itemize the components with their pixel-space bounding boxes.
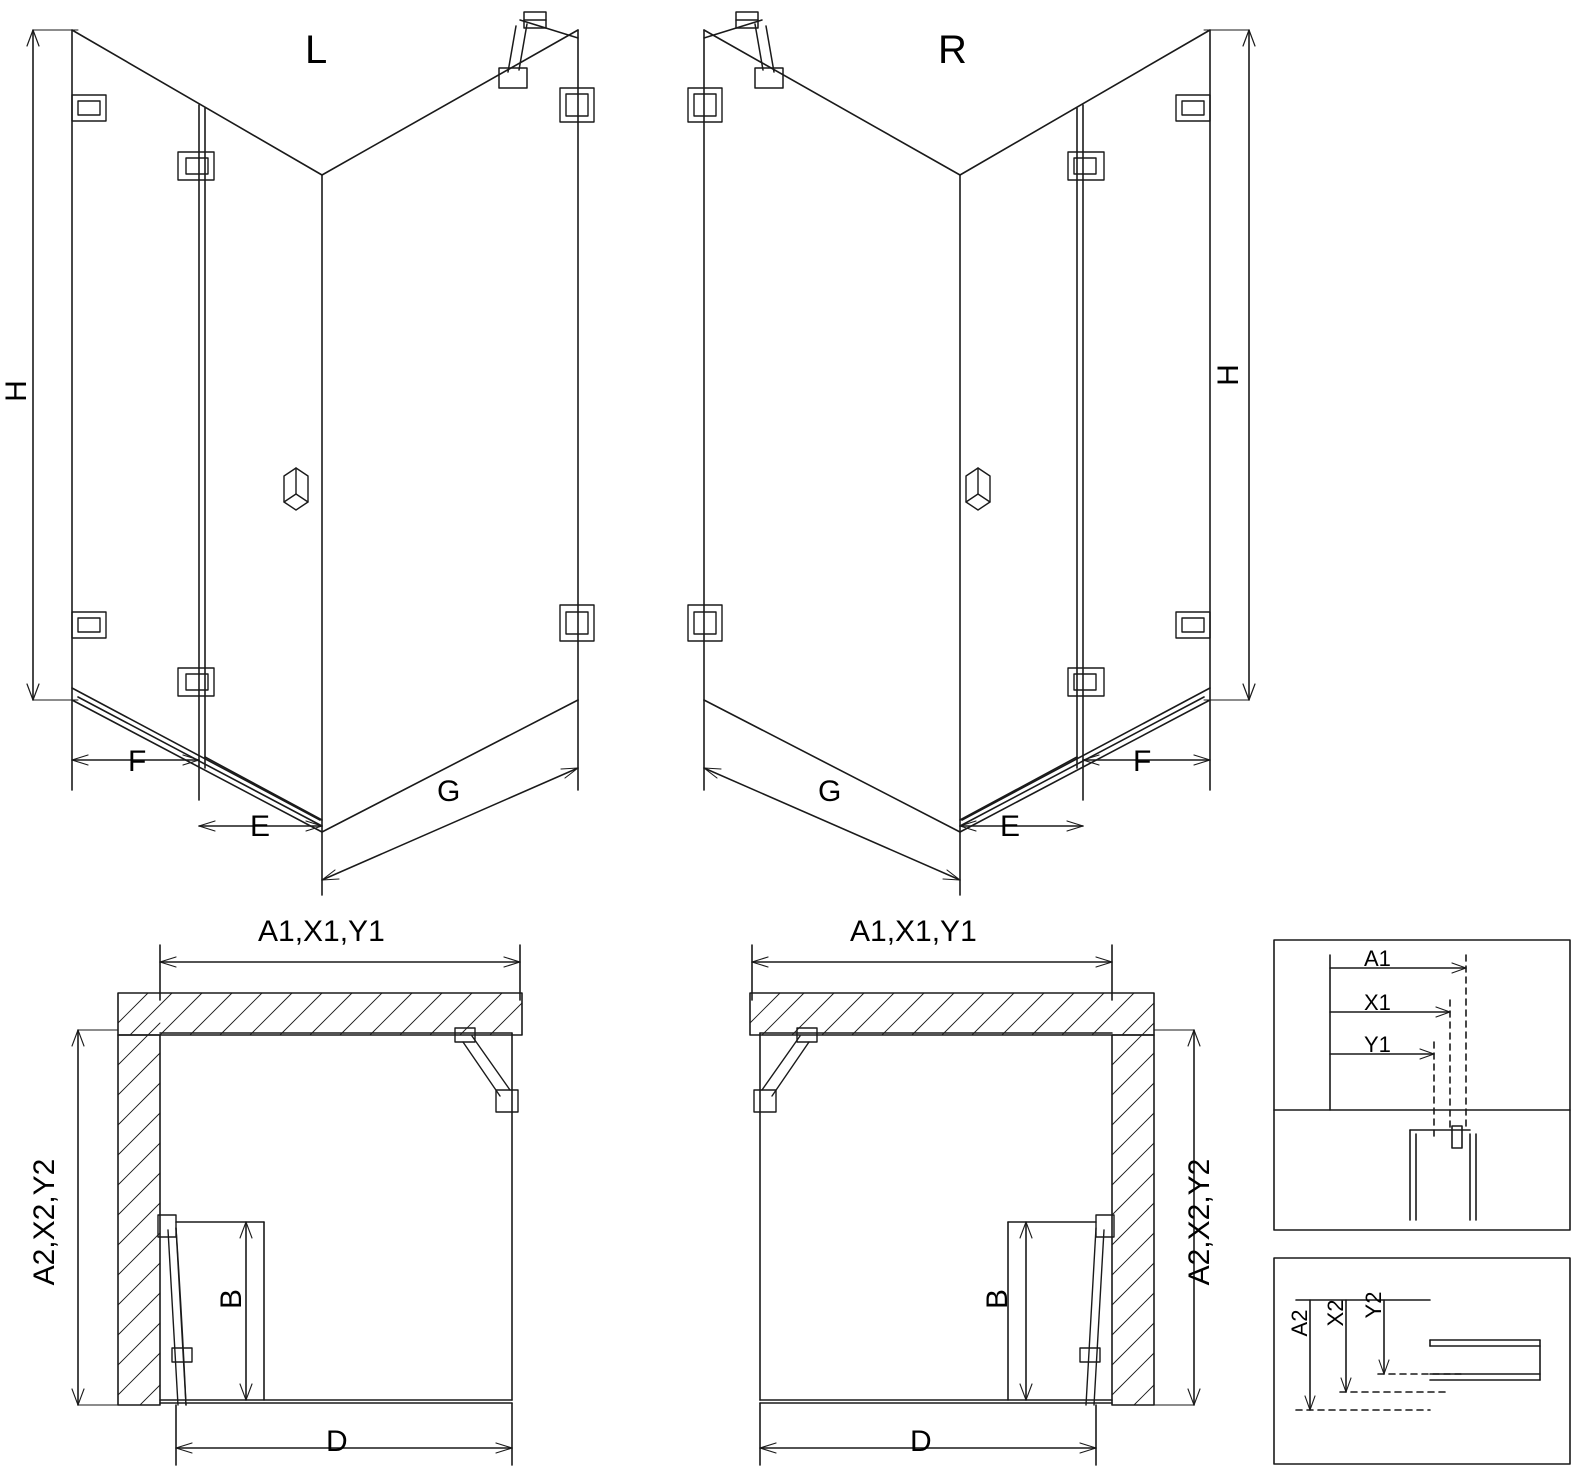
iso-left-dim-f: F <box>128 745 147 778</box>
detail-bottom-dim-y2: Y2 <box>1361 1291 1386 1319</box>
plan-left-inner-dim-b: B <box>215 1289 248 1310</box>
iso-right-dim-f: F <box>1133 745 1152 778</box>
detail-top-dim-y1: Y1 <box>1364 1032 1391 1057</box>
iso-left-height-label: H <box>0 380 33 402</box>
iso-right-variant-label: R <box>938 28 967 72</box>
plan-right-inner-dim-b: B <box>981 1289 1014 1310</box>
iso-right-height-label: H <box>1212 364 1245 386</box>
plan-left-top-dim: A1,X1,Y1 <box>258 915 385 948</box>
iso-left-dim-e: E <box>250 810 271 843</box>
plan-view-left <box>72 945 522 1465</box>
plan-right-top-dim: A1,X1,Y1 <box>850 915 977 948</box>
plan-right-side-dim: A2,X2,Y2 <box>1183 1158 1216 1286</box>
iso-left-variant-label: L <box>305 28 328 72</box>
detail-bottom-dim-x2: X2 <box>1323 1299 1348 1327</box>
iso-left-dim-g: G <box>437 775 461 808</box>
detail-view-bottom <box>1274 1258 1570 1464</box>
plan-left-side-dim: A2,X2,Y2 <box>28 1158 61 1286</box>
plan-left-bottom-dim-d: D <box>326 1425 348 1458</box>
iso-right-dim-g: G <box>818 775 842 808</box>
iso-right-dim-e: E <box>1000 810 1021 843</box>
plan-right-bottom-dim-d: D <box>910 1425 932 1458</box>
iso-view-left <box>27 12 594 895</box>
detail-top-dim-a1: A1 <box>1364 946 1391 971</box>
detail-top-dim-x1: X1 <box>1364 990 1391 1015</box>
detail-bottom-dim-a2: A2 <box>1287 1309 1312 1337</box>
plan-view-right <box>750 945 1200 1465</box>
iso-view-right <box>688 12 1255 895</box>
detail-view-top <box>1274 940 1570 1230</box>
